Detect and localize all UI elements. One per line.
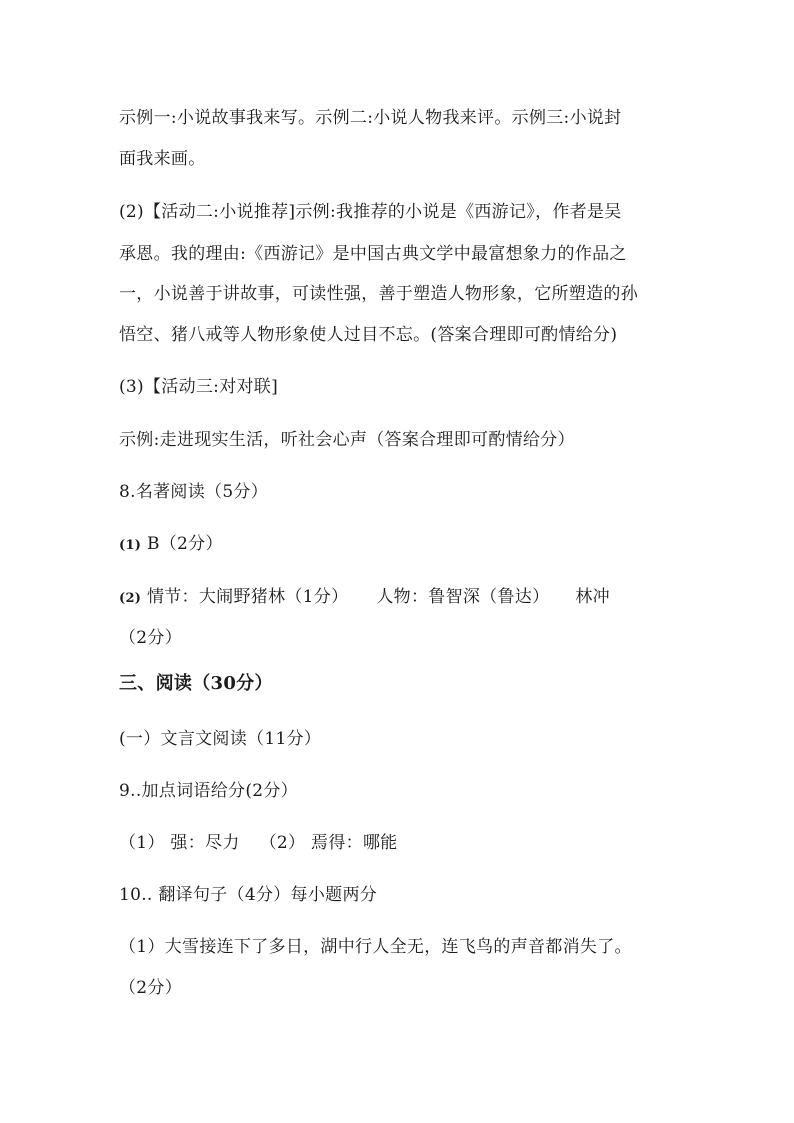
part-number: (1) bbox=[119, 538, 142, 553]
answer-line-activity-three: (3)【活动三:对对联] bbox=[119, 377, 279, 397]
answer-line-activity-two-cont-2: 一，小说善于讲故事，可读性强，善于塑造人物形象，它所塑造的孙 bbox=[119, 284, 638, 304]
answer-line-couplet-example: 示例:走进现实生活，听社会心声（答案合理即可酌情给分） bbox=[119, 430, 575, 450]
answer-line-activity-two-cont-3: 悟空、猪八戒等人物形象使人过目不忘。(答案合理即可酌情给分) bbox=[119, 325, 618, 345]
plot-answer: 情节：大闹野猪林（1分） bbox=[141, 587, 349, 607]
part-number: (2) bbox=[119, 591, 142, 606]
section-heading-reading: 三、阅读（30分） bbox=[119, 673, 273, 694]
question-9-answer-2: （2） 焉得：哪能 bbox=[259, 833, 398, 853]
answer-line-activity-two-cont-1: 承恩。我的理由:《西游记》是中国古典文学中最富想象力的作品之 bbox=[119, 244, 627, 264]
question-10-answer-1-score: （2分） bbox=[119, 978, 183, 998]
character-answer-2: 林冲 bbox=[575, 587, 610, 607]
answer-line-activity-examples-cont: 面我来画。 bbox=[119, 149, 206, 169]
question-8-heading: 8.名著阅读（5分） bbox=[119, 482, 269, 502]
subsection-heading-classical-chinese: (一）文言文阅读（11分） bbox=[119, 729, 322, 749]
part-answer: B（2分） bbox=[141, 534, 223, 554]
question-9-answers bbox=[119, 832, 398, 854]
question-9-heading: 9..加点词语给分(2分） bbox=[119, 781, 298, 801]
question-9-answer-1: （1） 强：尽力 bbox=[119, 833, 240, 853]
question-8-part-1 bbox=[119, 533, 223, 557]
question-10-answer-1: （1）大雪接连下了多日，湖中行人全无，连飞鸟的声音都消失了。 bbox=[119, 937, 632, 957]
question-10-heading: 10.. 翻译句子（4分）每小题两分 bbox=[119, 885, 378, 905]
answer-line-activity-two: (2)【活动二:小说推荐]示例:我推荐的小说是《西游记》，作者是吴 bbox=[119, 202, 622, 222]
character-answer: 人物：鲁智深（鲁达） bbox=[376, 587, 550, 607]
question-8-part-2-score: （2分） bbox=[119, 628, 183, 648]
question-8-part-2 bbox=[119, 586, 610, 610]
answer-line-activity-examples: 示例一:小说故事我来写。示例二:小说人物我来评。示例三:小说封 bbox=[119, 108, 622, 128]
